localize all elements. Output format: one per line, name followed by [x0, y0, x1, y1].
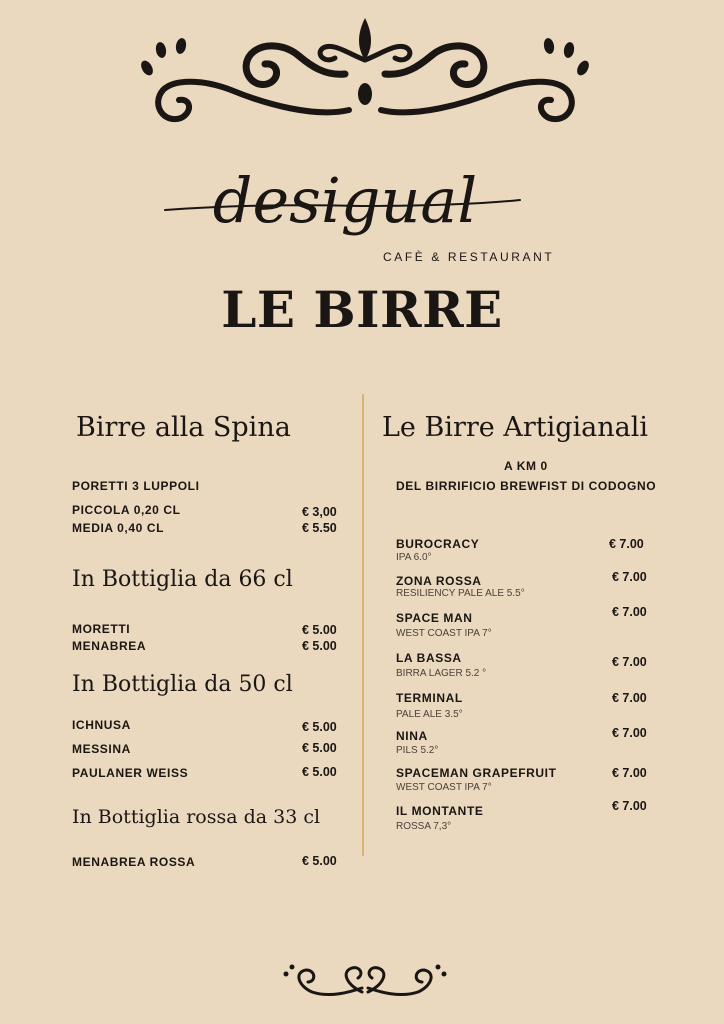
menu-item-price: € 7.00 — [612, 605, 647, 619]
brewery-label: DEL BIRRIFICIO BREWFIST DI CODOGNO — [396, 479, 657, 493]
menu-item-price: € 5.00 — [302, 639, 337, 653]
subtitle: CAFÈ & RESTAURANT — [383, 250, 555, 264]
menu-item-desc: PALE ALE 3.5° — [396, 709, 463, 720]
menu-item-desc: ROSSA 7,3° — [396, 821, 452, 832]
menu-item-name: MESSINA — [72, 742, 131, 756]
menu-item-name: BUROCRACY — [396, 537, 480, 551]
menu-item-name: LA BASSA — [396, 651, 462, 665]
menu-item-price: € 7.00 — [612, 570, 647, 584]
menu-item-name: MORETTI — [72, 622, 131, 636]
menu-item-name: MENABREA ROSSA — [72, 855, 196, 869]
section-heading-bottle-50: In Bottiglia da 50 cl — [72, 672, 293, 697]
menu-item-price: € 7.00 — [612, 799, 647, 813]
menu-item-price: € 5.00 — [302, 720, 337, 734]
menu-item-price: € 7.00 — [612, 691, 647, 705]
menu-item-name: TERMINAL — [396, 691, 463, 705]
km-zero-label: A KM 0 — [504, 459, 548, 473]
brand-logo — [160, 140, 530, 250]
menu-item-desc: IPA 6.0° — [396, 552, 432, 563]
section-heading-bottle-33: In Bottiglia rossa da 33 cl — [72, 806, 321, 828]
menu-item-desc: WEST COAST IPA 7° — [396, 628, 492, 639]
section-heading-bottle-66: In Bottiglia da 66 cl — [72, 567, 293, 592]
menu-item-price: € 5.00 — [302, 623, 337, 637]
menu-item-name: SPACE MAN — [396, 611, 473, 625]
page-title: LE BIRRE — [221, 280, 503, 339]
menu-item-price: € 7.00 — [612, 655, 647, 669]
menu-item-name: MENABREA — [72, 639, 147, 653]
section-heading-artigianali: Le Birre Artigianali — [382, 412, 649, 443]
menu-item-name: ICHNUSA — [72, 718, 131, 732]
menu-item-desc: RESILIENCY PALE ALE 5.5° — [396, 588, 525, 599]
menu-item-price: € 3,00 — [302, 505, 337, 519]
menu-item-name: PICCOLA 0,20 CL — [72, 503, 181, 517]
brand-wordmark: desigual — [212, 164, 478, 237]
menu-item-desc: WEST COAST IPA 7° — [396, 782, 492, 793]
menu-item-desc: BIRRA LAGER 5.2 ° — [396, 668, 487, 679]
menu-item-name: MEDIA 0,40 CL — [72, 521, 165, 535]
menu-item-price: € 7.00 — [609, 537, 644, 551]
menu-item-name: NINA — [396, 729, 428, 743]
menu-item-desc: PILS 5.2° — [396, 745, 439, 756]
menu-item-price: € 7.00 — [612, 766, 647, 780]
column-divider — [362, 394, 364, 856]
menu-item-name: ZONA ROSSA — [396, 574, 482, 588]
menu-item-price: € 5.50 — [302, 521, 337, 535]
menu-item-name: SPACEMAN GRAPEFRUIT — [396, 766, 557, 780]
menu-item-name: PAULANER WEISS — [72, 766, 189, 780]
top-flourish-ornament-icon — [135, 14, 595, 134]
menu-item-price: € 5.00 — [302, 741, 337, 755]
menu-item-price: € 7.00 — [612, 726, 647, 740]
menu-item-name: IL MONTANTE — [396, 804, 484, 818]
menu-item-price: € 5.00 — [302, 854, 337, 868]
spina-brand: PORETTI 3 LUPPOLI — [72, 479, 200, 493]
section-heading-spina: Birre alla Spina — [76, 412, 291, 443]
bottom-flourish-ornament-icon — [280, 962, 450, 1004]
menu-item-price: € 5.00 — [302, 765, 337, 779]
